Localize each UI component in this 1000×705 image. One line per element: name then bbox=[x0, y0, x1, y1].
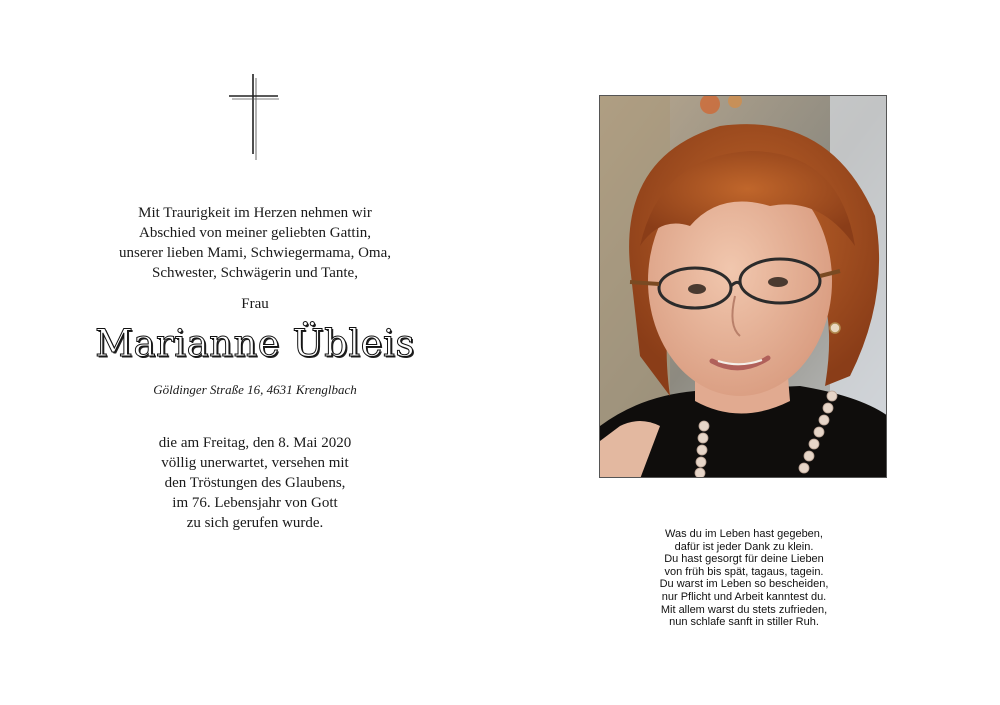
poem-line: nun schlafe sanft in stiller Ruh. bbox=[669, 616, 819, 629]
poem-line: nur Pflicht und Arbeit kanntest du. bbox=[661, 590, 827, 603]
deceased-name: Marianne Übleis bbox=[95, 322, 415, 365]
cross-icon bbox=[226, 72, 282, 162]
poem-line: dafür ist jeder Dank zu klein. bbox=[674, 540, 814, 553]
intro-line: Mit Traurigkeit im Herzen nehmen wir bbox=[138, 205, 372, 221]
intro-line: Abschied von meiner geliebten Gattin, bbox=[138, 225, 372, 241]
intro-line: Schwester, Schwägerin und Tante, bbox=[152, 265, 358, 281]
poem-line: von früh bis spät, tagaus, tagein. bbox=[664, 565, 824, 578]
details-line: zu sich gerufen wurde. bbox=[186, 515, 324, 531]
details-line: die am Freitag, den 8. Mai 2020 bbox=[158, 435, 352, 451]
poem-line: Mit allem warst du stets zufrieden, bbox=[660, 603, 828, 616]
address: Göldinger Straße 16, 4631 Krenglbach bbox=[153, 382, 357, 397]
details-line: den Tröstungen des Glaubens, bbox=[164, 475, 346, 491]
poem-line: Du warst im Leben so bescheiden, bbox=[659, 578, 829, 591]
title-word: Frau bbox=[241, 296, 269, 312]
death-details bbox=[0, 433, 510, 533]
poem-line: Du hast gesorgt für deine Lieben bbox=[664, 553, 824, 566]
portrait-photo bbox=[599, 95, 887, 478]
details-line: im 76. Lebensjahr von Gott bbox=[172, 495, 338, 511]
intro-text bbox=[0, 203, 510, 283]
details-line: völlig unerwartet, versehen mit bbox=[161, 455, 349, 471]
poem-line: Was du im Leben hast gegeben, bbox=[665, 528, 823, 540]
poem bbox=[600, 528, 888, 629]
portrait-illustration bbox=[600, 96, 887, 478]
intro-line: unserer lieben Mami, Schwiegermama, Oma, bbox=[119, 245, 391, 261]
